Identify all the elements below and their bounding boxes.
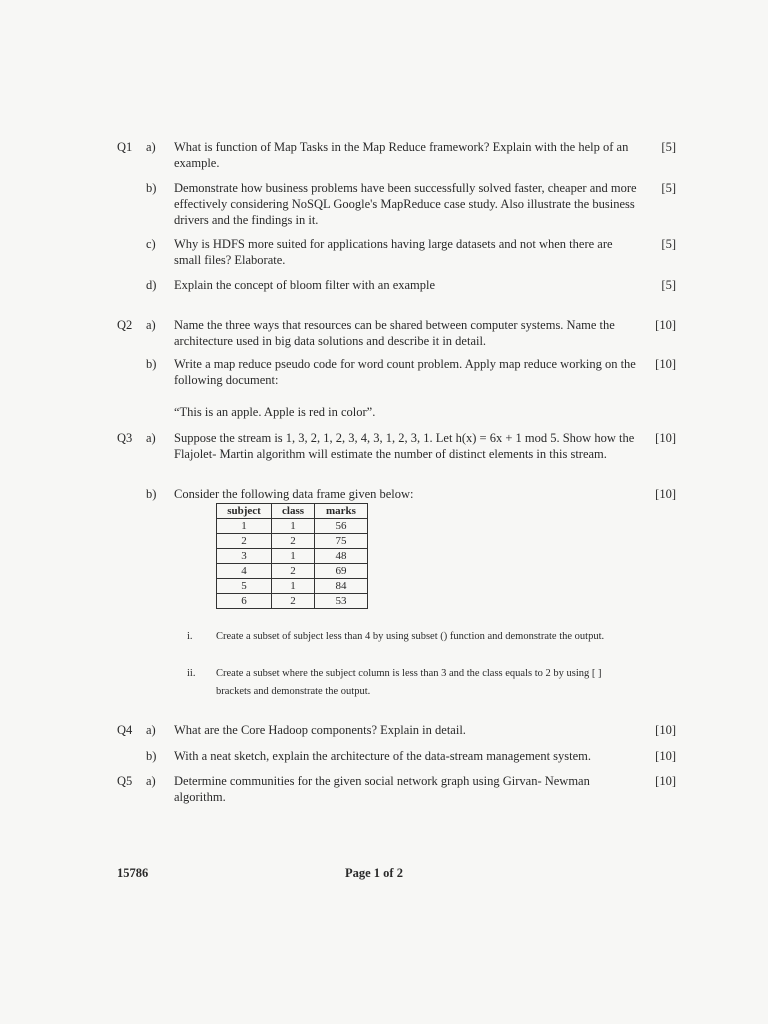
header-subject: subject (217, 504, 272, 519)
question-text: Demonstrate how business problems have been successfully solved faster, cheaper and more effectively considering NoSQL Google's MapReduce case study. Also illustrate the business drivers and the findings in it. (174, 181, 637, 227)
marks: [10] (655, 749, 676, 763)
marks: [10] (655, 723, 676, 737)
part-label: b) (146, 181, 157, 195)
table-row (217, 549, 368, 564)
table-header-row (217, 504, 368, 519)
cell-class: 2 (272, 594, 315, 609)
question-number: Q3 (117, 431, 133, 445)
page-number: Page 1 of 2 (345, 866, 403, 880)
table-row (217, 564, 368, 579)
part-label: d) (146, 278, 157, 292)
question-text: What is function of Map Tasks in the Map Reduce framework? Explain with the help of an example. (174, 140, 629, 170)
marks: [10] (655, 318, 676, 332)
part-label: c) (146, 237, 156, 251)
cell-class: 2 (272, 534, 315, 549)
part-label: a) (146, 774, 156, 788)
cell-marks: 56 (315, 519, 368, 534)
question-number: Q4 (117, 723, 133, 737)
question-text: Suppose the stream is 1, 3, 2, 1, 2, 3, 4, 3, 1, 2, 3, 1. Let h(x) = 6x + 1 mod 5. Show how the Flajolet- Martin algorithm will estimate the number of distinct elements in this stream. (174, 431, 635, 461)
subquestion-text: Create a subset of subject less than 4 by using subset () function and demonstrate the output. (216, 631, 605, 642)
part-label: a) (146, 723, 156, 737)
part-label: a) (146, 318, 156, 332)
question-text: Write a map reduce pseudo code for word count problem. Apply map reduce working on the following document: (174, 357, 636, 387)
data-frame-table (216, 503, 368, 609)
question-text: Explain the concept of bloom filter with an example (174, 278, 436, 292)
question-text: Determine communities for the given social network graph using Girvan- Newman algorithm. (174, 774, 590, 804)
cell-class: 1 (272, 579, 315, 594)
question-text: With a neat sketch, explain the architecture of the data-stream management system. (174, 749, 592, 763)
cell-marks: 69 (315, 564, 368, 579)
cell-subject: 1 (217, 519, 272, 534)
marks: [5] (661, 181, 676, 195)
cell-class: 2 (272, 564, 315, 579)
cell-subject: 5 (217, 579, 272, 594)
cell-class: 1 (272, 519, 315, 534)
cell-marks: 48 (315, 549, 368, 564)
marks: [5] (661, 237, 676, 251)
cell-subject: 4 (217, 564, 272, 579)
question-text: Why is HDFS more suited for applications having large datasets and not when there are small files? Elaborate. (174, 237, 613, 267)
subquestion-numeral: i. (187, 631, 193, 642)
question-number: Q2 (117, 318, 133, 332)
header-marks: marks (315, 504, 368, 519)
part-label: a) (146, 140, 156, 154)
table-row (217, 534, 368, 549)
question-number: Q5 (117, 774, 133, 788)
subquestion-numeral: ii. (187, 668, 196, 679)
paper-code: 15786 (117, 866, 149, 880)
marks: [10] (655, 357, 676, 371)
question-number: Q1 (117, 140, 133, 154)
cell-subject: 6 (217, 594, 272, 609)
question-text: Consider the following data frame given below: (174, 487, 414, 501)
subquestion-text: Create a subset where the subject column is less than 3 and the class equals to 2 by using [ ] brackets and demonstrate the output. (216, 668, 602, 697)
part-label: b) (146, 487, 157, 501)
marks: [10] (655, 774, 676, 788)
part-label: a) (146, 431, 156, 445)
table-row (217, 579, 368, 594)
marks: [10] (655, 431, 676, 445)
cell-class: 1 (272, 549, 315, 564)
cell-subject: 3 (217, 549, 272, 564)
question-text: Name the three ways that resources can be shared between computer systems. Name the architecture used in big data solutions and describe it in detail. (174, 318, 615, 348)
cell-marks: 84 (315, 579, 368, 594)
part-label: b) (146, 357, 157, 371)
marks: [5] (661, 278, 676, 292)
document-quote: “This is an apple. Apple is red in color”. (174, 405, 376, 419)
header-class: class (272, 504, 315, 519)
question-text: What are the Core Hadoop components? Explain in detail. (174, 723, 466, 737)
table-row (217, 519, 368, 534)
table-row (217, 594, 368, 609)
cell-marks: 75 (315, 534, 368, 549)
cell-marks: 53 (315, 594, 368, 609)
part-label: b) (146, 749, 157, 763)
marks: [5] (661, 140, 676, 154)
cell-subject: 2 (217, 534, 272, 549)
marks: [10] (655, 487, 676, 501)
